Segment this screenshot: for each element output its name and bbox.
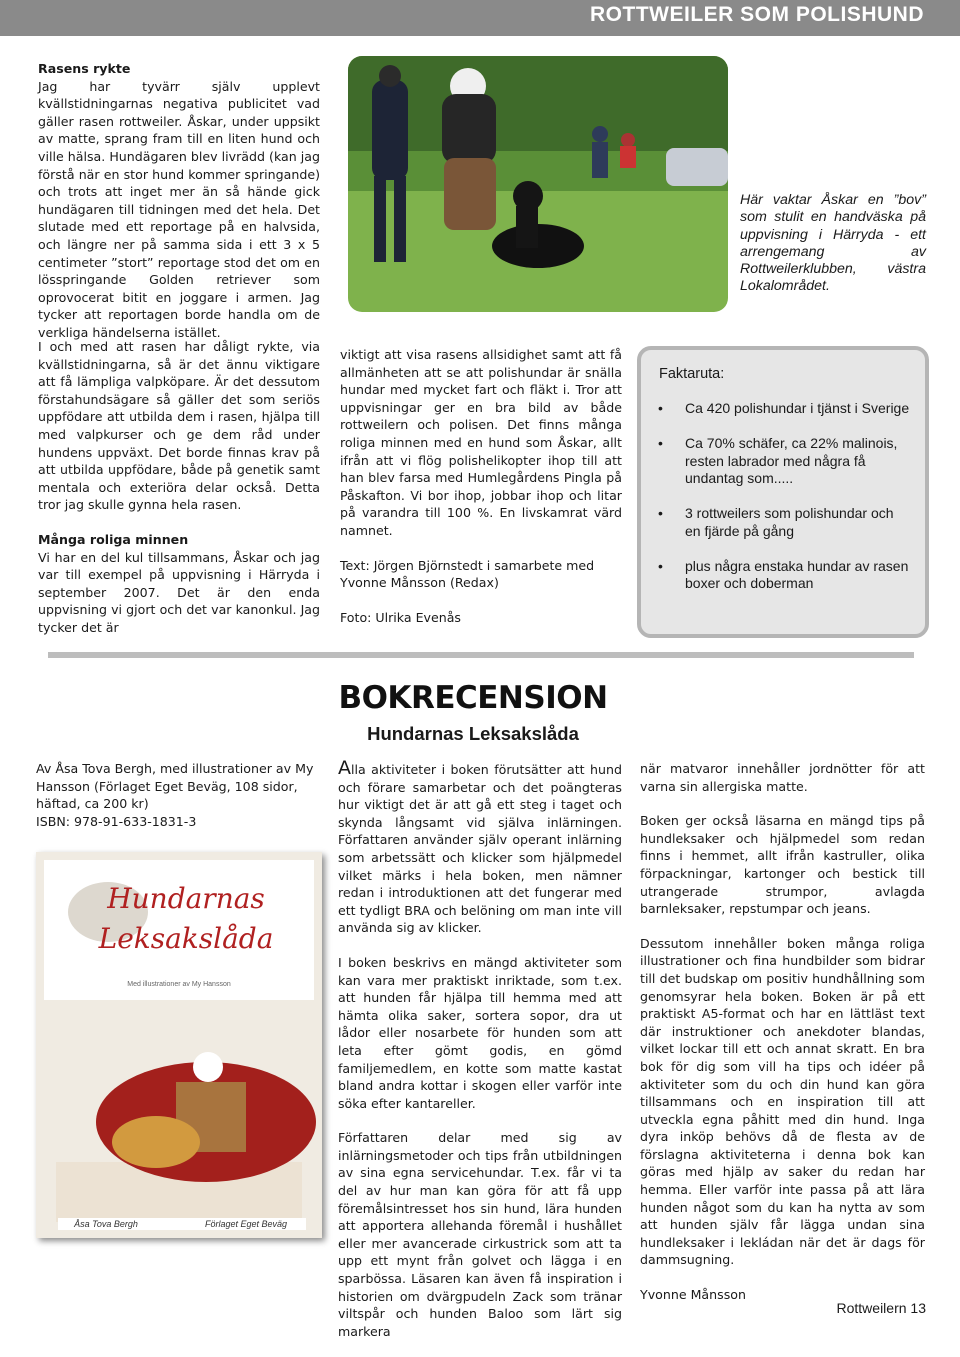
review-signature: Yvonne Månsson (640, 1287, 746, 1303)
photo-dog-demonstration (348, 56, 728, 312)
bullet-icon: • (658, 505, 663, 521)
page-number: 13 (910, 1300, 926, 1316)
fact-item: • Ca 420 polishundar i tjänst i Sverige (658, 400, 910, 416)
photo-credit: Foto: Ulrika Evenås (340, 609, 461, 625)
cover-author: Åsa Tova Bergh (74, 1219, 138, 1229)
isbn-text: ISBN: 978-91-633-1831-3 (36, 813, 197, 829)
bullet-icon: • (658, 400, 663, 416)
review-subtitle: Hundarnas Leksakslåda (367, 723, 579, 744)
review-paragraph: Författaren delar med sig av inlärningsmetoder och tips från utbildningen av sina egna servicehundar. T.ex. får vi ta del av hur man kan göra för att få upp föremålsintresset hos sin hund, lära hunden att apportera allehanda föremål i hushållet eller mer avancerade cirkustrick som att ta upp ett mynt från golvet och lägga i en sparbössa. Läsaren kan även få inspiration i historien om dvärgpudeln Zack som tränar viltspår och hunden Baloo som lärt sig markera (338, 1130, 622, 1339)
magazine-name: Rottweilern (836, 1300, 907, 1316)
fact-list (655, 400, 910, 610)
fact-box-title: Faktaruta: (659, 366, 725, 382)
article-paragraph: I och med att rasen har dåligt rykte, via kvällstidningarna, så är det ännu viktigare att få lämpliga valpköpare. Är det dessutom förstahundsägare så gäller det som seriös uppfödare att utbilda dem i rasen, hjälpa till med valpkurser och ge dem råd under hundens uppväxt. Det borde finnas krav på att utbilda uppfödare, både på genetik samt mentala och exteriöra delar också. Detta tror jag skulle gynna hela rasen. (38, 339, 320, 513)
article-paragraph: Vi har en del kul tillsammans, Åskar och jag var till exempel på uppvisning i Härryda i september 2007. Det är den enda uppvisning vi gjort och det var kanonkul. Jag tycker det är (38, 549, 320, 635)
text-credit: Text: Jörgen Björnstedt i samarbete med Yvonne Månsson (Redax) (340, 557, 595, 591)
article-paragraph: Jag har tyvärr själv upplevt kvällstidningarnas negativa publicitet vad gäller rasen rottweiler. Åskar, under uppsikt av matte, sprang fram till en liten hund och ville hälsa. Hundägaren blev livrädd (kan jag förstå när en stor hund kommer springande) och trots att inget mer än så hände gick hundägaren till tidningen med det hela. Det slutade med ett reportage på en halvsida, och längre ner på samma sida i ett 3 x 5 centimeter ”stort” reportage stod det om en lösspringande Golden retriever som oprovocerat bitit en joggare i armen. Jag tycker att reportagen borde handla om de verkliga händelserna istället. (38, 78, 320, 340)
article-column-1-lower (38, 338, 320, 654)
review-paragraph: Alla aktiviteter i boken förutsätter att hund och förare samarbetar och det poängteras hur viktigt det är att gå ett steg i taget och skynda långsamt vid själva inlärningen. Författaren använder själv operant inlärning som arbetssätt och klicker som hjälpmedel vilket märks i hela boken, men nämner redan i introduktionen att det fungerar med ett tydligt BRA och belöning om man inte vill använda sig av klicker. (338, 757, 622, 936)
review-title: BOKRECENSION (338, 680, 608, 716)
fact-item: • 3 rottweilers som polishundar och en fjärde på gång (658, 505, 894, 539)
review-paragraph: Boken ger också läsarna en mängd tips på hundleksaker och hjälpmedel som redan finns i hemmet, allt ifrån kastruller, olika förpackningar, kartonger och bestick till utrangerade strumpor, avlagda barnleksaker, repstumpar och jeans. (640, 813, 925, 917)
review-paragraph: när matvaror innehåller jordnötter för att varna sin allergiska matte. (640, 761, 925, 794)
subheading-manga-roliga-minnen: Många roliga minnen (38, 531, 189, 547)
photo-caption: Här vaktar Åskar en ”bov” som stulit en handväska på uppvisning i Härryda - ett arrengemang av Rottweilerklubben, västra Lokalområdet. (740, 192, 926, 295)
review-paragraph: I boken beskrivs en mängd aktiviteter som kan vara mer praktiskt inriktade, som t.ex. att hunden får hjälpa till hemma med att hämta olika saker, sortera sopor, dra ut lådor eller nosarbete för hunden som att leta efter gömt godis, en gömd familjemedlem, en kotte som matte kastat bland andra kottar i skogen eller varför inte söka efter kantareller. (338, 954, 622, 1111)
bullet-icon: • (658, 557, 663, 574)
cover-illustrator: Med illustrationer av My Hansson (127, 981, 231, 988)
drop-cap: A (338, 757, 351, 779)
cover-title-line-1: Hundarnas (107, 882, 265, 915)
fact-item: • Ca 70% schäfer, ca 22% malinois, resten labrador med några få undantag som..... (658, 435, 898, 486)
header-bar (0, 0, 960, 36)
subheading-rasens-rykte: Rasens rykte (38, 61, 131, 76)
article-paragraph: viktigt att visa rasens allsidighet samt att få allmänheten att se att polishundar är snälla hundar med mycket fart och fläkt i. Tror att uppvisningar ger en bra bild av både rottweilern och polisen. Det finns många roliga minnen med en hund som Åskar, allt ifrån att vi flög polishelikopter ihop till att han blev farsa med Humlegårdens Pingla på Påskafton. Vi bor ihop, jobbar ihop och litar på varandra till 100 %. En livskamrat värd namnet. (340, 347, 622, 538)
cover-title-line-2: Leksakslåda (98, 922, 274, 955)
review-paragraph: Dessutom innehåller boken många roliga illustrationer och fina hundbilder som bidrar till det budskap om positiv hundhållning som genomsyrar hela boken. Boken är på ett praktiskt A5-format och har en lättläst text där instruktioner och anekdoter blandas, vilket lockar till ett och annat skratt. En bra bok för dig som vill ha tips och idéer på aktiviteter som du och din hund kan göra tillsammans och en inspiration till att utveckla egna påhitt med din hund. Inga dyra inköp behövs då de flesta av de förslagna aktiviteterna i denna bok kan göras med hjälp av saker du redan har hemma. Eller varför inte passa på att lära hunden något som du kan ha nytta av som att hunden själv får lägga undan sina hundleksaker i lekládan när det är dags för dammsugning. (640, 935, 925, 1268)
fact-item: • plus några enstaka hundar av rasen boxer och doberman (658, 557, 909, 591)
article-column-2 (340, 346, 622, 643)
section-divider (48, 652, 914, 658)
byline-text: Av Åsa Tova Bergh, med illustrationer av My Hansson (Förlaget Eget Beväg, 108 sidor, häftad, ca 200 kr) (36, 761, 314, 812)
page-footer (837, 1300, 927, 1316)
cover-publisher: Förlaget Eget Beväg (204, 1219, 288, 1229)
bullet-icon: • (658, 435, 663, 451)
section-title: ROTTWEILER SOM POLISHUND (590, 3, 924, 26)
article-column-1 (38, 60, 320, 359)
review-column-3 (640, 760, 925, 1321)
book-cover (36, 852, 322, 1238)
review-column-2 (338, 757, 622, 1357)
fact-box (637, 346, 929, 638)
review-byline (36, 760, 320, 830)
